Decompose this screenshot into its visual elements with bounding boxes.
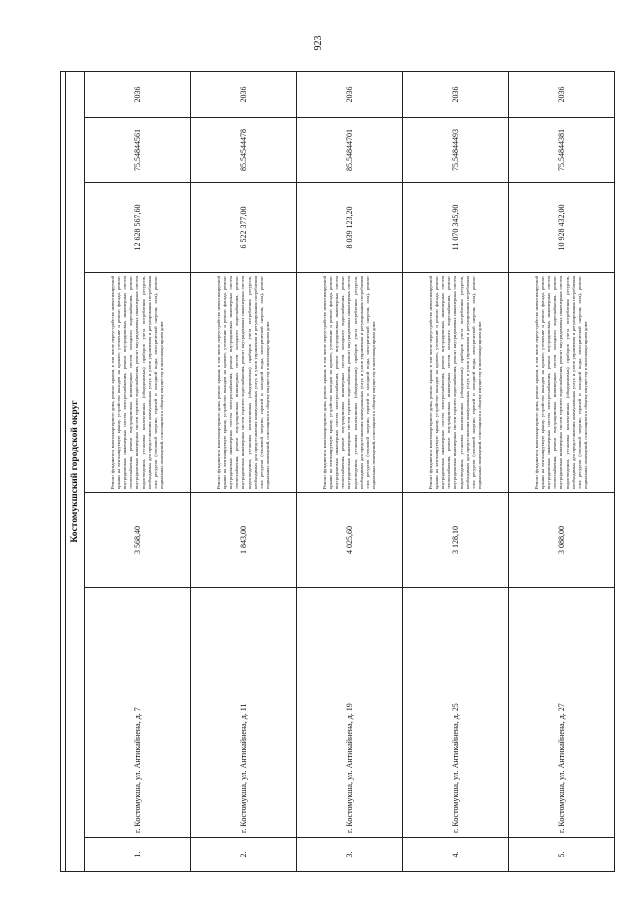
house-id: 85.54844701 [297, 118, 403, 183]
row-number: 2. [191, 838, 297, 872]
row-number: 3. [297, 838, 403, 872]
house-id: 75.54844493 [403, 118, 509, 183]
section-title: Костомукшский городской округ [66, 71, 85, 871]
table-row [509, 71, 615, 871]
repair-year: 2036 [191, 71, 297, 117]
repair-year: 2036 [85, 71, 191, 117]
house-id: 75.54844381 [509, 118, 615, 183]
house-area: 3 128,10 [403, 493, 509, 588]
repair-cost: 8 039 123,20 [297, 183, 403, 273]
house-area: 1 843,00 [191, 493, 297, 588]
repair-works: Ремонт фундамента многоквартирного дома, ремонт крыши, в том числе переустройство невентилируемой крыши на вентилируемую крышу, устройство выходов на кровлю, утепление и ремонт фасада, ремонт внутридомовых инженерных систем электроснабжения, ремонт внутридомовых инженерных систем теплоснабжения, ремонт внутридомовых инженерных систем холодного водоснабжения, ремонт внутридомовых инженерных систем горячего водоснабжения, ремонт внутридомовых инженерных систем водоотведения, установка коллективных (общедомовых) приборов учета потребления ресурсов, необходимых для предоставления коммунальных услуг, и узлов управления и регулирования потребления этих ресурсов (тепловой энергии, горячей и холодной воды, электрической энергии, газа), ремонт подвальных помещений, относящихся к общему имуществу в многоквартирном доме [403, 273, 509, 493]
repair-cost: 12 628 567,60 [85, 183, 191, 273]
house-address: г. Костомукша, ул. Антикайнена, д. 7 [85, 588, 191, 838]
house-address: г. Костомукша, ул. Антикайнена, д. 25 [403, 588, 509, 838]
repair-works: Ремонт фундамента многоквартирного дома, ремонт крыши, в том числе переустройство невентилируемой крыши на вентилируемую крышу, устройство выходов на кровлю, утепление и ремонт фасада, ремонт внутридомовых инженерных систем электроснабжения, ремонт внутридомовых инженерных систем теплоснабжения, ремонт внутридомовых инженерных систем холодного водоснабжения, ремонт внутридомовых инженерных систем горячего водоснабжения, ремонт внутридомовых инженерных систем водоотведения, установка коллективных (общедомовых) приборов учета потребления ресурсов, необходимых для предоставления коммунальных услуг, и узлов управления и регулирования потребления этих ресурсов (тепловой энергии, горячей и холодной воды, электрической энергии, газа), ремонт подвальных помещений, относящихся к общему имуществу в многоквартирном доме [191, 273, 297, 493]
house-address: г. Костомукша, ул. Антикайнена, д. 27 [509, 588, 615, 838]
table-row [191, 71, 297, 871]
house-address: г. Костомукша, ул. Антикайнена, д. 11 [191, 588, 297, 838]
table-row [85, 71, 191, 871]
row-number: 4. [403, 838, 509, 872]
house-area: 3 088,00 [509, 493, 615, 588]
row-number: 5. [509, 838, 615, 872]
landscape-table-container [60, 72, 604, 872]
repair-works: Ремонт фундамента многоквартирного дома, ремонт крыши, в том числе переустройство невентилируемой крыши на вентилируемую крышу, устройство выходов на кровлю, утепление и ремонт фасада, ремонт внутридомовых инженерных систем электроснабжения, ремонт внутридомовых инженерных систем теплоснабжения, ремонт внутридомовых инженерных систем холодного водоснабжения, ремонт внутридомовых инженерных систем горячего водоснабжения, ремонт внутридомовых инженерных систем водоотведения, установка коллективных (общедомовых) приборов учета потребления ресурсов, необходимых для предоставления коммунальных услуг, и узлов управления и регулирования потребления этих ресурсов (тепловой энергии, горячей и холодной воды, электрической энергии, газа), ремонт подвальных помещений, относящихся к общему имуществу в многоквартирном доме [297, 273, 403, 493]
repair-year: 2036 [403, 71, 509, 117]
repair-cost: 10 928 432,00 [509, 183, 615, 273]
house-address: г. Костомукша, ул. Антикайнена, д. 19 [297, 588, 403, 838]
repair-works: Ремонт фундамента многоквартирного дома, ремонт крыши, в том числе переустройство невентилируемой крыши на вентилируемую крышу, устройство выходов на кровлю, утепление и ремонт фасада, ремонт внутридомовых инженерных систем электроснабжения, ремонт внутридомовых инженерных систем теплоснабжения, ремонт внутридомовых инженерных систем холодного водоснабжения, ремонт внутридомовых инженерных систем горячего водоснабжения, ремонт внутридомовых инженерных систем водоотведения, установка коллективных (общедомовых) приборов учета потребления ресурсов, необходимых для предоставления коммунальных услуг, и узлов управления и регулирования потребления этих ресурсов (тепловой энергии, горячей и холодной воды, электрической энергии, газа), ремонт подвальных помещений, относящихся к общему имуществу в многоквартирном доме [509, 273, 615, 493]
page-number: 923 [313, 35, 324, 51]
table-row [403, 71, 509, 871]
house-area: 4 025,60 [297, 493, 403, 588]
repair-works: Ремонт фундамента многоквартирного дома, ремонт крыши, в том числе переустройство невентилируемой крыши на вентилируемую крышу, устройство выходов на кровлю, утепление и ремонт фасада, ремонт внутридомовых инженерных систем электроснабжения, ремонт внутридомовых инженерных систем теплоснабжения, ремонт внутридомовых инженерных систем холодного водоснабжения, ремонт внутридомовых инженерных систем горячего водоснабжения, ремонт внутридомовых инженерных систем водоотведения, установка коллективных (общедомовых) приборов учета потребления ресурсов, необходимых для предоставления коммунальных услуг, и узлов управления и регулирования потребления этих ресурсов (тепловой энергии, горячей и холодной воды, электрической энергии, газа), ремонт подвальных помещений, относящихся к общему имуществу в многоквартирном доме [85, 273, 191, 493]
repair-cost: 11 070 345,90 [403, 183, 509, 273]
repair-year: 2036 [297, 71, 403, 117]
repair-year: 2036 [509, 71, 615, 117]
house-id: 75.54844561 [85, 118, 191, 183]
table-row [297, 71, 403, 871]
section-header-row [66, 71, 85, 871]
repair-program-table [60, 71, 615, 872]
rotated-table-frame [60, 72, 604, 872]
house-id: 85.54544478 [191, 118, 297, 183]
repair-cost: 6 522 377,00 [191, 183, 297, 273]
house-area: 3 568,40 [85, 493, 191, 588]
row-number: 1. [85, 838, 191, 872]
